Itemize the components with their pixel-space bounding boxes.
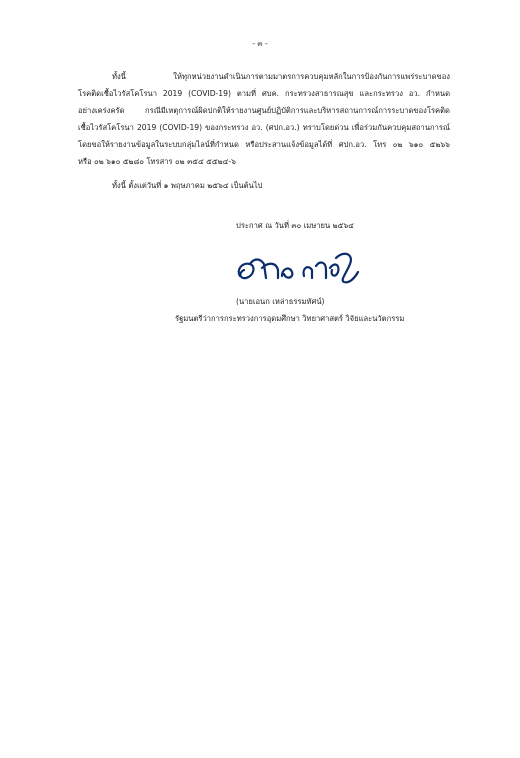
paragraph-line-2: โรคติดเชื้อไวรัสโคโรนา 2019 (COVID-19) ตามที่ ศบค. กระทรวงสาธารณสุข และกระทรวง อว. กำหนด — [78, 89, 450, 98]
announcement-date-line: ประกาศ ณ วันที่ ๓๐ เมษายน ๒๕๖๔ — [236, 221, 354, 230]
paragraph-line-5: โดยขอให้รายงานข้อมูลในระบบกลุ่มไลน์ที่กำหนด หรือประสานแจ้งข้อมูลได้ที่ ศปก.อว. โทร ๐๒ ๖๑๐ ๕๒๖๖ — [78, 140, 450, 149]
effective-date-line: ทั้งนี้ ตั้งแต่วันที่ ๑ พฤษภาคม ๒๕๖๔ เป็นต้นไป — [112, 181, 263, 190]
signer-title: รัฐมนตรีว่าการกระทรวงการอุดมศึกษา วิทยาศาสตร์ วิจัยและนวัตกรรม — [175, 314, 405, 323]
handwritten-signature — [232, 246, 362, 288]
paragraph-line-1: ทั้งนี้ ให้ทุกหน่วยงานดำเนินการตามมาตรการควบคุมหลักในการป้องกันการแพร่ระบาดของ — [112, 72, 450, 81]
paragraph-line-3: อย่างเคร่งครัด กรณีมีเหตุการณ์ผิดปกติให้รายงานศูนย์ปฏิบัติการและบริหารสถานการณ์การระบาดของโรคติด — [78, 106, 450, 115]
main-paragraph — [78, 68, 450, 170]
signer-name: (นายเอนก เหล่าธรรมทัศน์) — [236, 297, 325, 306]
page-number: - ๓ - — [252, 39, 268, 48]
paragraph-line-6: หรือ ๐๒ ๖๑๐ ๕๒๘๐ โทรสาร ๐๒ ๓๕๔ ๕๕๒๔-๖ — [78, 157, 236, 166]
paragraph-line-4: เชื้อไวรัสโคโรนา 2019 (COVID-19) ของกระทรวง อว. (ศปก.อว.) ทราบโดยด่วน เพื่อร่วมกันควบคุมสถานการณ์ — [78, 123, 450, 132]
